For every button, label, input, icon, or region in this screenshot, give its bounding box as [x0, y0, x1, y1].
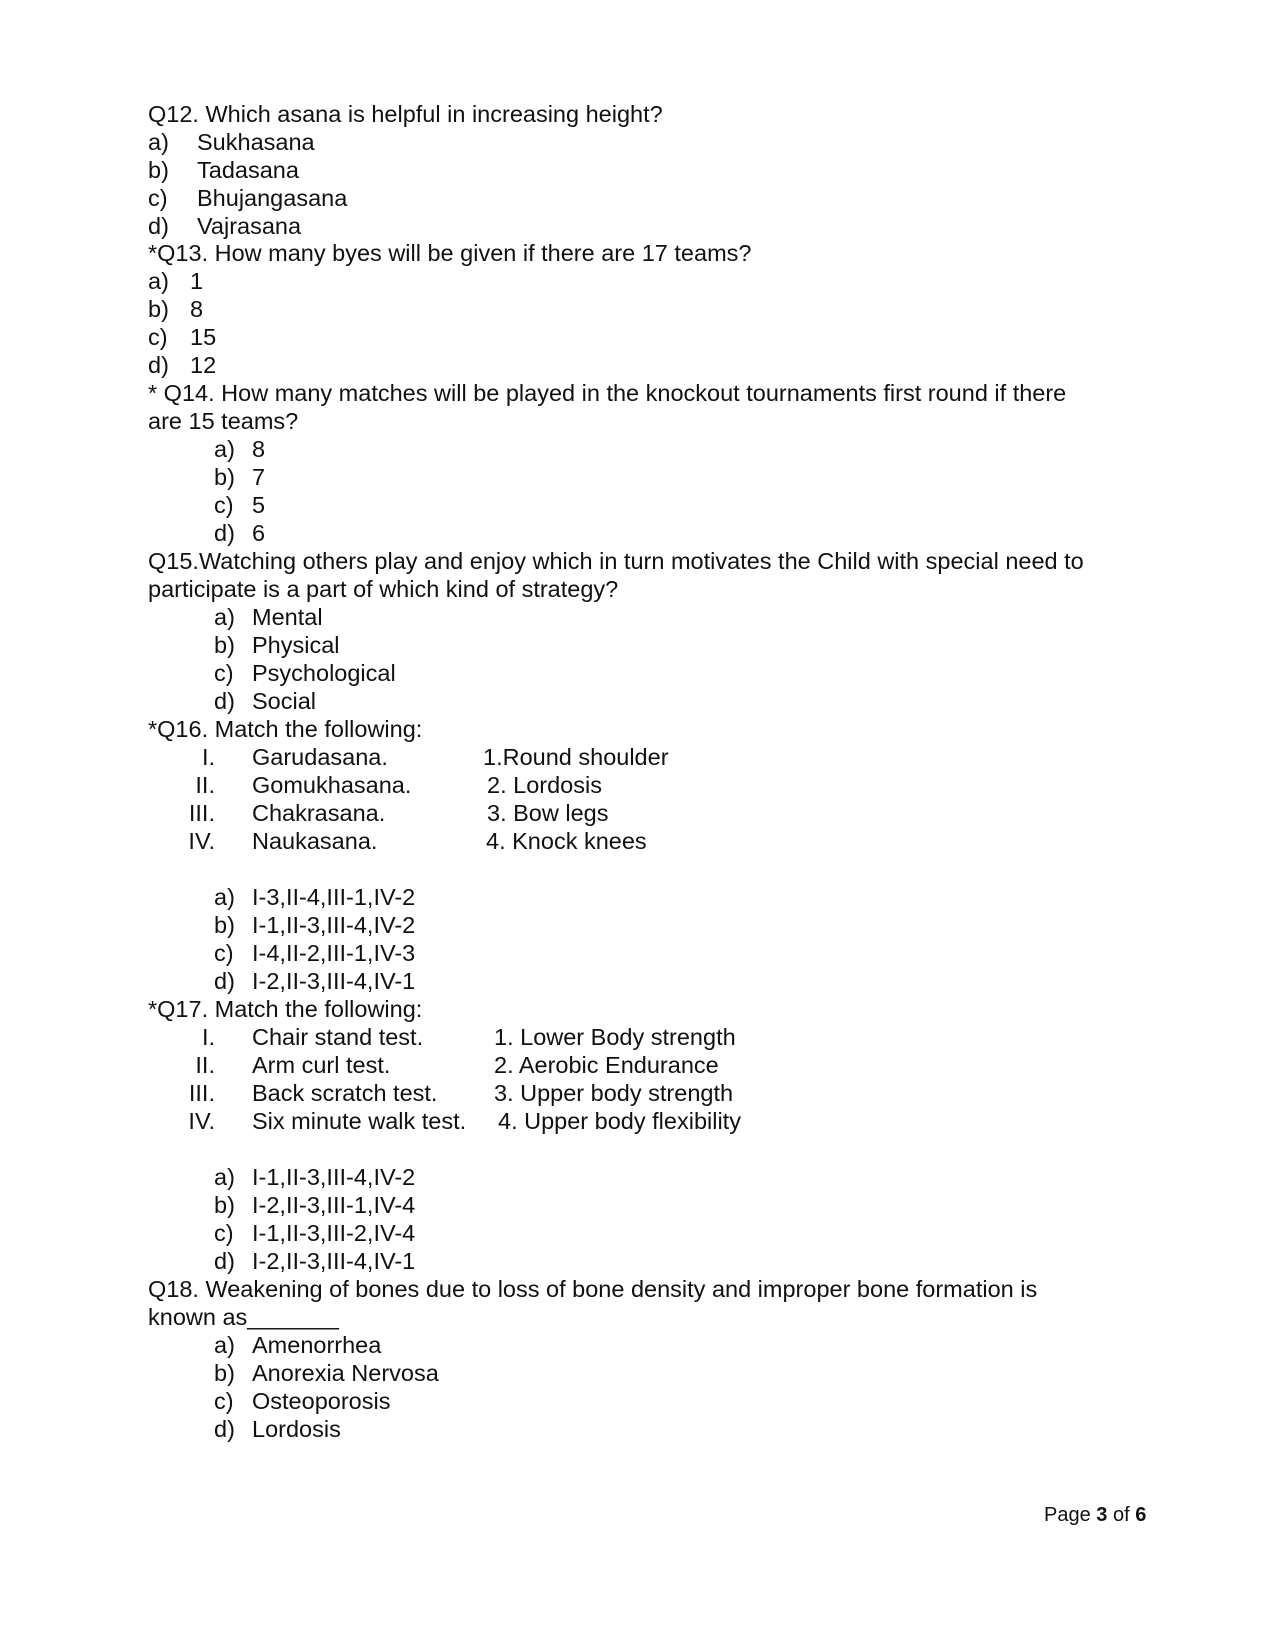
option-text: 15 [190, 324, 217, 350]
pair-numeral: IV. [188, 828, 215, 854]
q16-option-b [0, 911, 1275, 939]
pair-numeral: I. [201, 1024, 215, 1050]
pair-left: Arm curl test. [252, 1052, 391, 1078]
question-q15-line2: participate is a part of which kind of strategy? [148, 576, 619, 602]
pair-numeral: III. [188, 800, 215, 826]
pair-right: 3. Bow legs [487, 800, 609, 826]
option-text: Psychological [252, 660, 396, 686]
question-q16: *Q16. Match the following: [148, 716, 423, 742]
page-label: Page [1044, 1504, 1097, 1526]
pair-right: 4. Upper body flexibility [498, 1108, 741, 1134]
q14-option-a [0, 435, 1275, 463]
question-q15-line1: Q15.Watching others play and enjoy which in turn motivates the Child with special need to [148, 548, 1084, 574]
q17-pair-4 [0, 1107, 1275, 1135]
option-text: 12 [190, 352, 217, 378]
option-letter: b) [214, 1192, 235, 1218]
pair-right: 4. Knock knees [486, 828, 647, 854]
option-letter: c) [214, 660, 234, 686]
option-text: 7 [252, 464, 266, 490]
q16-option-d [0, 967, 1275, 995]
q17-pair-1 [0, 1023, 1275, 1051]
pair-left: Six minute walk test. [252, 1108, 467, 1134]
question-q12: Q12. Which asana is helpful in increasing height? [148, 101, 663, 127]
q18-option-c [0, 1387, 1275, 1415]
option-letter: b) [214, 912, 235, 938]
q16-pair-1 [0, 743, 1275, 771]
question-q14-line1: * Q14. How many matches will be played in the knockout tournaments first round if there [148, 380, 1067, 406]
pair-left: Chakrasana. [252, 800, 386, 826]
q17-option-c [0, 1219, 1275, 1247]
pair-numeral: IV. [188, 1108, 215, 1134]
q17-option-a [0, 1163, 1275, 1191]
question-q18-line2: known as_______ [148, 1304, 339, 1330]
q13-option-b [0, 295, 1275, 323]
option-letter: c) [214, 492, 234, 518]
q16-pair-2 [0, 771, 1275, 799]
option-letter: d) [148, 213, 169, 239]
q14-option-c [0, 491, 1275, 519]
option-letter: a) [214, 884, 235, 910]
q18-option-b [0, 1359, 1275, 1387]
option-text: I-1,II-3,III-4,IV-2 [252, 1164, 416, 1190]
question-q14-line2: are 15 teams? [148, 408, 299, 434]
page-number-footer [1044, 1502, 1146, 1528]
option-letter: d) [148, 352, 169, 378]
option-text: Anorexia Nervosa [252, 1360, 439, 1386]
option-letter: a) [214, 1332, 235, 1358]
option-text: I-1,II-3,III-2,IV-4 [252, 1220, 416, 1246]
option-letter: d) [214, 1416, 235, 1442]
question-q18-line1: Q18. Weakening of bones due to loss of bone density and improper bone formation is [148, 1276, 1038, 1302]
option-text: Vajrasana [197, 213, 302, 239]
option-letter: d) [214, 968, 235, 994]
q15-option-b [0, 631, 1275, 659]
total-page-count: 6 [1135, 1504, 1147, 1526]
option-letter: b) [214, 632, 235, 658]
option-letter: c) [214, 1388, 234, 1414]
q12-option-b [0, 156, 1275, 184]
pair-right: 2. Aerobic Endurance [494, 1052, 719, 1078]
option-letter: a) [148, 129, 169, 155]
q15-option-c [0, 659, 1275, 687]
option-text: Lordosis [252, 1416, 341, 1442]
option-text: I-4,II-2,III-1,IV-3 [252, 940, 416, 966]
option-letter: c) [214, 1220, 234, 1246]
q12-option-c [0, 184, 1275, 212]
q16-option-c [0, 939, 1275, 967]
current-page-number: 3 [1096, 1504, 1108, 1526]
q16-pair-4 [0, 827, 1275, 855]
option-letter: a) [148, 268, 169, 294]
q14-option-b [0, 463, 1275, 491]
option-letter: d) [214, 688, 235, 714]
page-of-label: of [1107, 1504, 1136, 1526]
option-text: I-2,II-3,III-4,IV-1 [252, 968, 416, 994]
option-letter: c) [148, 324, 168, 350]
option-text: I-3,II-4,III-1,IV-2 [252, 884, 416, 910]
pair-right: 1.Round shoulder [483, 744, 669, 770]
q15-option-a [0, 603, 1275, 631]
pair-right: 1. Lower Body strength [494, 1024, 736, 1050]
pair-left: Gomukhasana. [252, 772, 412, 798]
q17-option-b [0, 1191, 1275, 1219]
option-letter: d) [214, 520, 235, 546]
pair-left: Back scratch test. [252, 1080, 438, 1106]
option-text: Tadasana [197, 157, 299, 183]
option-text: I-2,II-3,III-4,IV-1 [252, 1248, 416, 1274]
pair-right: 2. Lordosis [487, 772, 602, 798]
pair-left: Naukasana. [252, 828, 378, 854]
pair-left: Garudasana. [252, 744, 388, 770]
q13-option-c [0, 323, 1275, 351]
option-letter: c) [214, 940, 234, 966]
q18-option-a [0, 1331, 1275, 1359]
option-text: I-2,II-3,III-1,IV-4 [252, 1192, 416, 1218]
option-letter: d) [214, 1248, 235, 1274]
pair-right: 3. Upper body strength [494, 1080, 734, 1106]
option-text: Mental [252, 604, 323, 630]
option-text: Sukhasana [197, 129, 315, 155]
option-text: Bhujangasana [197, 185, 348, 211]
q12-option-d [0, 212, 1275, 240]
question-q17: *Q17. Match the following: [148, 996, 423, 1022]
option-text: Osteoporosis [252, 1388, 391, 1414]
option-text: I-1,II-3,III-4,IV-2 [252, 912, 416, 938]
pair-numeral: II. [195, 772, 215, 798]
q16-option-a [0, 883, 1275, 911]
q13-option-d [0, 351, 1275, 379]
option-letter: a) [214, 604, 235, 630]
option-letter: a) [214, 1164, 235, 1190]
option-letter: c) [148, 185, 168, 211]
q15-option-d [0, 687, 1275, 715]
option-text: 5 [252, 492, 266, 518]
q13-option-a [0, 267, 1275, 295]
option-text: Social [252, 688, 317, 714]
option-text: Amenorrhea [252, 1332, 382, 1358]
q12-option-a [0, 128, 1275, 156]
option-text: 8 [252, 436, 266, 462]
pair-numeral: I. [201, 744, 215, 770]
option-letter: b) [148, 296, 169, 322]
option-text: 8 [190, 296, 204, 322]
option-letter: b) [214, 1360, 235, 1386]
q17-pair-2 [0, 1051, 1275, 1079]
q14-option-d [0, 519, 1275, 547]
option-letter: a) [214, 436, 235, 462]
option-text: 1 [190, 268, 204, 294]
q17-pair-3 [0, 1079, 1275, 1107]
q16-pair-3 [0, 799, 1275, 827]
pair-left: Chair stand test. [252, 1024, 424, 1050]
option-letter: b) [148, 157, 169, 183]
q17-option-d [0, 1247, 1275, 1275]
option-text: Physical [252, 632, 340, 658]
q18-option-d [0, 1415, 1275, 1443]
option-letter: b) [214, 464, 235, 490]
option-text: 6 [252, 520, 266, 546]
pair-numeral: II. [195, 1052, 215, 1078]
question-q13: *Q13. How many byes will be given if there are 17 teams? [148, 240, 752, 266]
pair-numeral: III. [188, 1080, 215, 1106]
